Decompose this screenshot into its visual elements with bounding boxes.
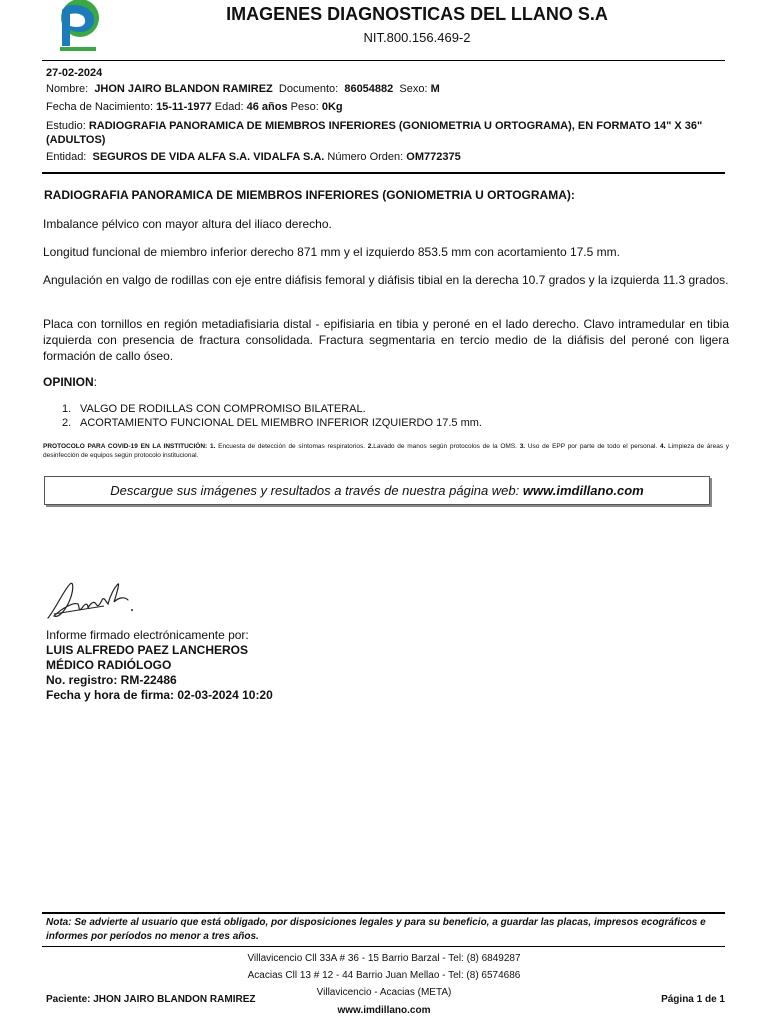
- info-divider: [42, 172, 725, 174]
- opinion-item-text: VALGO DE RODILLAS CON COMPROMISO BILATERAL.: [80, 403, 366, 415]
- footer-website[interactable]: www.imdillano.com: [337, 1005, 431, 1016]
- patient-document: 86054882: [344, 83, 394, 95]
- opinion-item-number: 2.: [62, 417, 72, 429]
- page-number: Página 1 de 1: [661, 994, 725, 1005]
- company-name: IMAGENES DIAGNOSTICAS DEL LLANO S.A: [226, 4, 608, 24]
- patient-sex: M: [430, 83, 440, 95]
- company-nit: NIT.800.156.469-2: [363, 30, 471, 45]
- patient-weight: 0Kg: [321, 101, 343, 113]
- footer-divider: [42, 946, 725, 947]
- patient-name-line: [46, 83, 440, 95]
- download-link[interactable]: www.imdillano.com: [522, 483, 644, 498]
- entity-line: [46, 151, 461, 163]
- weight-label: Peso:: [290, 101, 319, 113]
- opinion-item-text: ACORTAMIENTO FUNCIONAL DEL MIEMBRO INFERIOR IZQUIERDO 17.5 mm.: [80, 417, 482, 429]
- opinion-label: OPINION: [43, 375, 94, 389]
- signer-role: MÉDICO RADIÓLOGO: [46, 658, 172, 672]
- protocol-title: PROTOCOLO PARA COVID-19 EN LA INSTITUCIÓN:: [43, 443, 208, 450]
- patient-name: JHON JAIRO BLANDON RAMIREZ: [94, 83, 273, 95]
- footer-top-divider: [42, 912, 725, 914]
- order-number: OM772375: [406, 151, 461, 163]
- signature-intro: Informe firmado electrónicamente por:: [46, 628, 249, 642]
- footer-patient: Paciente: JHON JAIRO BLANDON RAMIREZ: [46, 994, 256, 1005]
- report-date: 27-02-2024: [46, 67, 103, 79]
- finding-paragraph-2: Longitud funcional de miembro inferior derecho 871 mm y el izquierdo 853.5 mm con acortamiento 17.5 mm.: [43, 245, 620, 259]
- protocol-step: Limpieza de áreas y desinfección de equipos según protocolo institucional.: [43, 443, 730, 459]
- address-villavicencio: Villavicencio Cll 33A # 36 - 15 Barrio Barzal - Tel: (8) 6849287: [247, 953, 521, 964]
- protocol-step: Encuesta de detección de síntomas respiratorios.: [218, 443, 366, 450]
- protocol-number: 2.: [367, 443, 374, 450]
- opinion-item: [62, 416, 482, 430]
- signature-block: [46, 628, 273, 703]
- report-date-line: [46, 67, 102, 79]
- download-banner: [44, 476, 710, 505]
- study-label: Estudio:: [46, 120, 86, 132]
- signer-registry: No. registro: RM-22486: [46, 673, 177, 687]
- signer-name: LUIS ALFREDO PAEZ LANCHEROS: [46, 643, 249, 657]
- protocol-step: Uso de EPP por parte de todo el personal.: [527, 443, 658, 450]
- covid-protocol: [43, 442, 729, 460]
- handwritten-signature: [44, 578, 140, 624]
- entity-label: Entidad:: [46, 151, 87, 163]
- study-name: RADIOGRAFIA PANORAMICA DE MIEMBROS INFERIORES (GONIOMETRIA U ORTOGRAMA), EN FORMATO 14" X 36" (ADULTOS): [46, 120, 703, 146]
- finding-paragraph-4: Placa con tornillos en región metadiafisiaria distal - epifisiaria en tibia y peroné en el lado derecho. Clavo intramedular en tibia izquierda con presencia de fractura consolidada. Fractura segmentaria en tercio medio de la diáfisis del peroné con ligera formación de callo óseo.: [43, 317, 729, 363]
- opinion-item: [62, 402, 482, 416]
- report-title: RADIOGRAFIA PANORAMICA DE MIEMBROS INFERIORES (GONIOMETRIA U ORTOGRAMA):: [44, 188, 575, 202]
- sex-label: Sexo:: [399, 83, 428, 95]
- study-line: [46, 119, 706, 147]
- signature-datetime: Fecha y hora de firma: 02-03-2024 10:20: [46, 688, 273, 702]
- header-divider: [42, 60, 725, 61]
- order-label: Número Orden:: [327, 151, 404, 163]
- protocol-number: 3.: [519, 443, 526, 450]
- name-label: Nombre:: [46, 83, 89, 95]
- protocol-number: 4.: [659, 443, 666, 450]
- finding-paragraph-3: Angulación en valgo de rodillas con eje entre diáfisis femoral y diáfisis tibial en la derecha 10.7 grados y la izquierda 11.3 grados.: [43, 273, 729, 287]
- patient-age: 46 años: [246, 101, 288, 113]
- legal-note: Nota: Se advierte al usuario que está obligado, por disposiciones legales y para su beneficio, a guardar las placas, impresos ecográficos e informes por períodos no menor a tres años.: [46, 917, 706, 942]
- age-label: Edad:: [214, 101, 244, 113]
- entity-name: SEGUROS DE VIDA ALFA S.A. VIDALFA S.A.: [92, 151, 325, 163]
- opinion-list: [62, 402, 482, 430]
- address-acacias: Acacias Cll 13 # 12 - 44 Barrio Juan Mellao - Tel: (8) 6574686: [247, 970, 521, 981]
- opinion-colon: :: [93, 375, 98, 389]
- finding-paragraph-1: Imbalance pélvico con mayor altura del iliaco derecho.: [43, 217, 332, 231]
- opinion-item-number: 1.: [62, 403, 72, 415]
- patient-birth-line: [46, 101, 343, 113]
- birth-label: Fecha de Nacimiento:: [46, 101, 153, 113]
- address-region: Villavicencio - Acacias (META): [316, 987, 452, 998]
- protocol-step: Lavado de manos según protocolos de la OMS.: [373, 443, 517, 450]
- document-label: Documento:: [278, 83, 339, 95]
- patient-birth: 15-11-1977: [156, 101, 212, 113]
- download-text: Descargue sus imágenes y resultados a través de nuestra página web:: [110, 483, 520, 498]
- opinion-heading: [43, 375, 97, 389]
- protocol-number: 1.: [209, 443, 216, 450]
